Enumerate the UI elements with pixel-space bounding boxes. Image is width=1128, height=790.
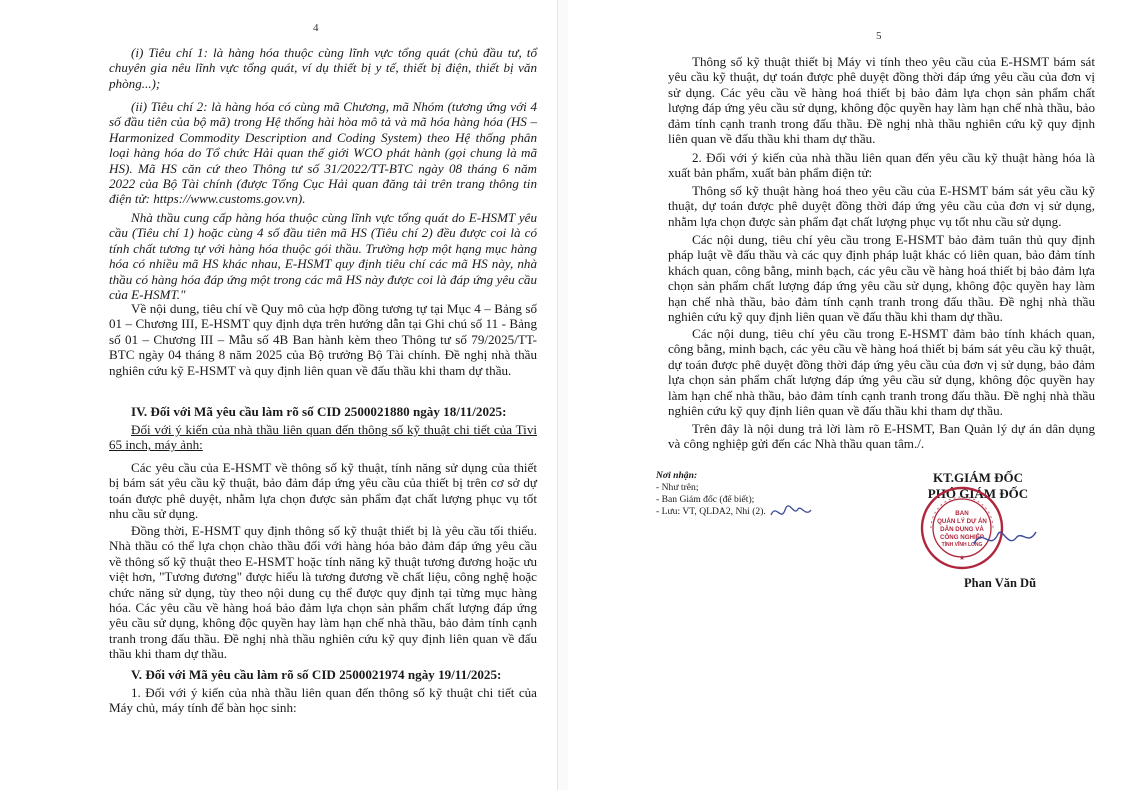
publications-paragraph-1: Thông số kỹ thuật hàng hoá theo yêu cầu của E-HSMT bám sát yêu cầu kỹ thuật, dự toán được phê duyệt đồng thời đáp ứng yêu cầu của đơn vị sử dụng, nhằm lựa chọn được sản phẩm đạt chất lượng phục vụ tốt nhu cầu sử dụng. xyxy=(668,183,1095,229)
svg-text:DÂN DỤNG VÀ: DÂN DỤNG VÀ xyxy=(940,526,984,533)
criterion-2-paragraph: (ii) Tiêu chí 2: là hàng hóa có cùng mã Chương, mã Nhóm (tương ứng với 4 số đầu tiên của bộ mã) trong Hệ thống hài hòa mô tả và mã hóa hàng hóa (HS – Harmonized Commodity Description and Coding System) theo Hệ thống phân loại hàng hóa do Tổ chức Hải quan thế giới WCO phát hành (gọi chung là mã HS). Mã HS căn cứ theo Thông tư số 31/2022/TT-BTC ngày 08 tháng 6 năm 2022 của Bộ Tài chính (được Tổng Cục Hải quan đăng tải trên trang thông tin điện tử: https://www.customs.gov.vn). xyxy=(109,99,537,207)
recipient-line-1: - Như trên; xyxy=(656,482,699,493)
recipient-line-2: - Ban Giám đốc (để biết); xyxy=(656,494,755,505)
publications-paragraph-2: Các nội dung, tiêu chí yêu cầu trong E-HSMT bảo đảm tuân thủ quy định pháp luật về đấu thầu và các quy định pháp luật khác có liên quan, bảo đảm tính khách quan, công bằng, minh bạch, các yêu cầu về hàng hoá thiết bị bảo đảm lựa chọn sản phẩm chất lượng đáp ứng yêu cầu sử dụng, không độc quyền hay làm hạn chế nhà thầu, bảo đảm tính cạnh tranh trong đấu thầu. Đề nghị nhà thầu nghiên cứu kỹ quy định liên quan về đấu thầu khi tham dự thầu. xyxy=(668,232,1095,325)
section-v-heading: V. Đối với Mã yêu cầu làm rõ số CID 2500021974 ngày 19/11/2025: xyxy=(131,667,502,682)
svg-text:CÔNG NGHIỆP: CÔNG NGHIỆP xyxy=(939,534,985,541)
document-page-5 xyxy=(568,0,1128,790)
recipients-title: Nơi nhận: xyxy=(656,470,698,481)
page-number: 5 xyxy=(876,30,882,42)
svg-text:BAN: BAN xyxy=(955,510,969,517)
closing-paragraph: Trên đây là nội dung trả lời làm rõ E-HSMT, Ban Quản lý dự án dân dụng và công nghiệp gửi đến các Nhà thầu quan tâm./. xyxy=(668,421,1095,452)
signature-title-line-2: PHÓ GIÁM ĐỐC xyxy=(927,486,1029,501)
section-v-paragraph: 1. Đối với ý kiến của nhà thầu liên quan đến thông số kỹ thuật chi tiết của Máy chủ, máy tính để bàn học sinh: xyxy=(109,685,537,716)
section-iv-subheading: Đối với ý kiến của nhà thầu liên quan đến thông số kỹ thuật chi tiết của Tivi 65 inch, máy ảnh: xyxy=(109,422,537,453)
section-iv-paragraph-1: Các yêu cầu của E-HSMT về thông số kỹ thuật, tính năng sử dụng của thiết bị bám sát yêu cầu kỹ thuật, bảo đảm đáp ứng yêu cầu của thiết bị trên cơ sở dự toán được phê duyệt, nhằm lựa chọn được sản phẩm đạt chất lượng phục vụ tốt nhu cầu sử dụng. xyxy=(109,460,537,522)
signer-name: Phan Văn Dũ xyxy=(964,576,1037,590)
section-iv-heading: IV. Đối với Mã yêu cầu làm rõ số CID 2500021880 ngày 18/11/2025: xyxy=(131,404,507,419)
svg-text:★: ★ xyxy=(958,555,966,562)
page-number: 4 xyxy=(313,22,319,34)
publications-paragraph-3: Các nội dung, tiêu chí yêu cầu trong E-HSMT đảm bảo tính khách quan, công bằng, minh bạch, các yêu cầu về hàng hoá thiết bị bám sát yêu cầu kỹ thuật, dự toán được phê duyệt đồng thời đáp ứng yêu cầu của đơn vị sử dụng, bảo đảm lựa chọn sản phẩm chất lượng đáp ứng yêu cầu sử dụng, không độc quyền hay làm hạn chế nhà thầu, bảo đảm tính cạnh tranh trong đấu thầu. Đề nghị nhà thầu nghiên cứu kỹ quy định liên quan về đấu thầu khi tham dự thầu. xyxy=(668,326,1095,419)
recipient-line-3: - Lưu: VT, QLDA2, Nhi (2). xyxy=(656,506,766,517)
handwritten-signature xyxy=(968,520,1040,556)
similar-goods-paragraph: Nhà thầu cung cấp hàng hóa thuộc cùng lĩnh vực tổng quát do E-HSMT yêu cầu (Tiêu chí 1) hoặc cùng 4 số đầu tiên mã HS (Tiêu chí 2) đều được coi là có tính chất tương tự với hàng hóa thuộc gói thầu. Trường hợp một hạng mục hàng hóa có nhiều mã HS khác nhau, E-HSMT quy định tiêu chí các mã HS này, nhà thầu có hàng hóa đáp ứng một trong các mã HS này được coi là đáp ứng yêu cầu của E-HSMT." xyxy=(109,210,537,303)
svg-text:TỈNH VĨNH LONG: TỈNH VĨNH LONG xyxy=(941,542,983,548)
computer-specs-paragraph: Thông số kỹ thuật thiết bị Máy vi tính theo yêu cầu của E-HSMT bám sát yêu cầu kỹ thuật, dự toán được phê duyệt đồng thời đáp ứng yêu cầu của đơn vị sử dụng. Các yêu cầu về hàng hoá thiết bị bảo đảm lựa chọn sản phẩm chất lượng đáp ứng yêu cầu sử dụng, không độc quyền hay làm hạn chế nhà thầu, bảo đảm tính cạnh tranh trong đấu thầu. Đề nghị nhà thầu nghiên cứu kỹ quy định liên quan về đấu thầu khi tham dự thầu. xyxy=(668,54,1095,147)
criterion-1-paragraph: (i) Tiêu chí 1: là hàng hóa thuộc cùng lĩnh vực tổng quát (chủ đầu tư, tổ chuyên gia nêu lĩnh vực tổng quát, ví dụ thiết bị y tế, thiết bị điện, thiết bị văn phòng...); xyxy=(109,45,537,91)
contract-scale-paragraph: Về nội dung, tiêu chí về Quy mô của hợp đồng tương tự tại Mục 4 – Bảng số 01 – Chương III, E-HSMT quy định dựa trên hướng dẫn tại Ghi chú số 11 - Bảng số 01 – Chương III – Mẫu số 4B Ban hành kèm theo Thông tư số 79/2025/TT-BTC ngày 04 tháng 8 năm 2025 của Bộ trưởng Bộ Tài chính. Đề nghị nhà thầu nghiên cứu kỹ E-HSMT và quy định liên quan về đấu thầu khi tham dự thầu. xyxy=(109,301,537,378)
document-page-4 xyxy=(0,0,560,790)
svg-text:QUẢN LÝ DỰ ÁN: QUẢN LÝ DỰ ÁN xyxy=(937,518,987,525)
signature-title-line-1: KT.GIÁM ĐỐC xyxy=(932,470,1024,485)
section-iv-paragraph-2: Đồng thời, E-HSMT quy định thông số kỹ thuật thiết bị là yêu cầu tối thiểu. Nhà thầu có thể lựa chọn chào thầu đối với hàng hóa bảo đảm đáp ứng yêu cầu về thông số kỹ thuật theo E-HSMT hoặc tính năng kỹ thuật tương đương hoặc ưu việt hơn, "Tương đương" được hiểu là tương đương về chất liệu, công nghệ hoặc chức năng sử dụng, tùy theo nội dung cụ thể được quy định tại từng mục hàng hóa. Các yêu cầu về hàng hoá bảo đảm lựa chọn sản phẩm chất lượng đáp ứng yêu cầu sử dụng, không độc quyền hay làm hạn chế nhà thầu, bảo đảm tính cạnh tranh trong đấu thầu. Đề nghị nhà thầu nghiên cứu kỹ quy định liên quan về đấu thầu khi tham dự thầu. xyxy=(109,523,537,662)
publications-item-heading: 2. Đối với ý kiến của nhà thầu liên quan đến yêu cầu kỹ thuật hàng hóa là xuất bản phẩm, xuất bản phẩm điện tử: xyxy=(668,150,1095,181)
initials-signature xyxy=(768,500,814,524)
